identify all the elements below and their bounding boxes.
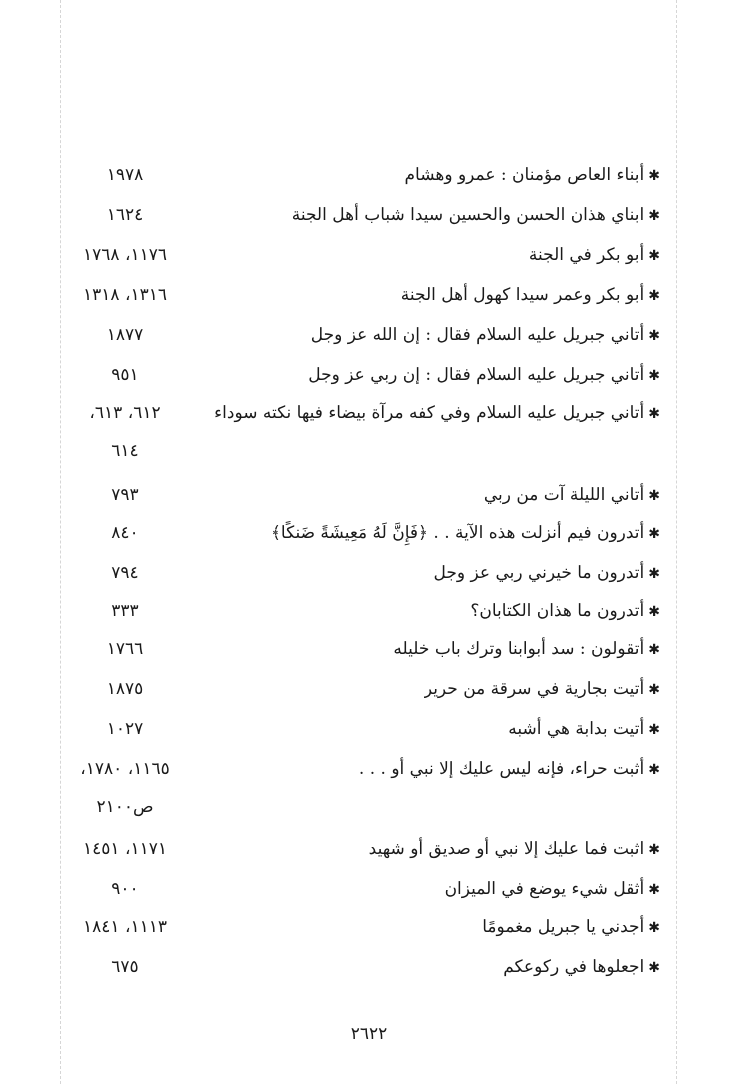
entry-text: ابناي هذان الحسن والحسين سيدا شباب أهل الجنة [291, 205, 645, 225]
asterisk-icon: ✱ [648, 642, 660, 658]
entry-refs: ١١١٣، ١٨٤١ [83, 917, 167, 937]
scan-fold-line-right [676, 0, 677, 1084]
index-entry [60, 318, 660, 352]
entry-text: أتدرون ما هذان الكتابان؟ [470, 601, 645, 621]
index-entry [60, 910, 660, 944]
entry-text: أتاني جبريل عليه السلام فقال : إن الله عز وجل [310, 325, 645, 345]
entry-text: أثقل شيء يوضع في الميزان [444, 879, 645, 899]
entry-refs: ٧٩٤ [111, 563, 139, 583]
index-entry [60, 198, 660, 232]
index-entry [60, 632, 660, 666]
entry-refs: ١٠٢٧ [106, 719, 144, 739]
index-entry [60, 238, 660, 272]
asterisk-icon: ✱ [648, 920, 660, 936]
asterisk-icon: ✱ [648, 604, 660, 620]
asterisk-icon: ✱ [648, 168, 660, 184]
entry-text: أتقولون : سد أبوابنا وترك باب خليله [393, 639, 645, 659]
asterisk-icon: ✱ [648, 842, 660, 858]
entry-refs: ٨٤٠ [111, 523, 139, 543]
entry-refs: ٧٩٣ [111, 485, 139, 505]
index-entry [60, 358, 660, 392]
refs-continuation: ٦١٤ [111, 441, 139, 461]
asterisk-icon: ✱ [648, 328, 660, 344]
index-entry [60, 950, 660, 984]
index-entry [60, 594, 660, 628]
entry-refs: ٦٧٥ [111, 957, 139, 977]
entry-text: أبو بكر وعمر سيدا كهول أهل الجنة [400, 285, 645, 305]
asterisk-icon: ✱ [648, 682, 660, 698]
entry-refs: ٩٥١ [111, 365, 139, 385]
asterisk-icon: ✱ [648, 566, 660, 582]
entry-text: أتيت بجارية في سرقة من حرير [423, 679, 645, 699]
entry-refs: ٦١٢، ٦١٣، [89, 403, 161, 423]
index-entry [60, 712, 660, 746]
index-entry [60, 752, 660, 786]
asterisk-icon: ✱ [648, 762, 660, 778]
index-entry [60, 832, 660, 866]
asterisk-icon: ✱ [648, 960, 660, 976]
entry-refs: ١١٦٥، ١٧٨٠، [80, 759, 170, 779]
entry-refs: ١١٧٦، ١٧٦٨ [83, 245, 167, 265]
entry-refs: ١١٧١، ١٤٥١ [83, 839, 167, 859]
entry-refs: ١٦٢٤ [106, 205, 144, 225]
asterisk-icon: ✱ [648, 208, 660, 224]
entry-text: اجعلوها في ركوعكم [503, 957, 645, 977]
entry-refs: ١٧٦٦ [106, 639, 144, 659]
index-entry [60, 672, 660, 706]
index-entry [60, 158, 660, 192]
asterisk-icon: ✱ [648, 526, 660, 542]
entry-text: اثبت فما عليك إلا نبي أو صديق أو شهيد [368, 839, 645, 859]
index-entry [60, 396, 660, 430]
asterisk-icon: ✱ [648, 882, 660, 898]
asterisk-icon: ✱ [648, 722, 660, 738]
entry-text: أتدرون ما خيرني ربي عز وجل [433, 563, 645, 583]
entry-refs: ١٩٧٨ [106, 165, 144, 185]
entry-refs: ١٨٧٧ [106, 325, 144, 345]
entry-refs: ١٣١٦، ١٣١٨ [83, 285, 167, 305]
entry-refs: ٩٠٠ [111, 879, 139, 899]
entry-text: أتاني جبريل عليه السلام وفي كفه مرآة بيضاء فيها نكته سوداء [214, 403, 645, 423]
entry-text: أثبت حراء، فإنه ليس عليك إلا نبي أو . . . [358, 759, 645, 779]
index-entry [60, 556, 660, 590]
index-entry [60, 478, 660, 512]
entry-text: أبناء العاص مؤمنان : عمرو وهشام [404, 165, 645, 185]
index-entry [60, 278, 660, 312]
entry-refs: ٣٣٣ [111, 601, 139, 621]
entry-text: أتاني جبريل عليه السلام فقال : إن ربي عز وجل [308, 365, 645, 385]
asterisk-icon: ✱ [648, 248, 660, 264]
index-entry [60, 516, 660, 550]
asterisk-icon: ✱ [648, 406, 660, 422]
asterisk-icon: ✱ [648, 368, 660, 384]
entry-text: أتاني الليلة آت من ربي [483, 485, 645, 505]
entry-text: أتدرون فيم أنزلت هذه الآية . . ﴿فَإِنَّ لَهُ مَعِيشَةً ضَنكًا﴾ [270, 523, 645, 543]
entry-text: أتيت بدابة هي أشبه [508, 719, 645, 739]
entry-text: أجدني يا جبريل مغمومًا [482, 917, 645, 937]
entry-text: أبو بكر في الجنة [528, 245, 645, 265]
asterisk-icon: ✱ [648, 488, 660, 504]
asterisk-icon: ✱ [648, 288, 660, 304]
page-number: ٢٦٢٢ [350, 1024, 388, 1044]
index-entry [60, 872, 660, 906]
refs-continuation: ص٢١٠٠ [96, 797, 154, 817]
entry-refs: ١٨٧٥ [106, 679, 144, 699]
